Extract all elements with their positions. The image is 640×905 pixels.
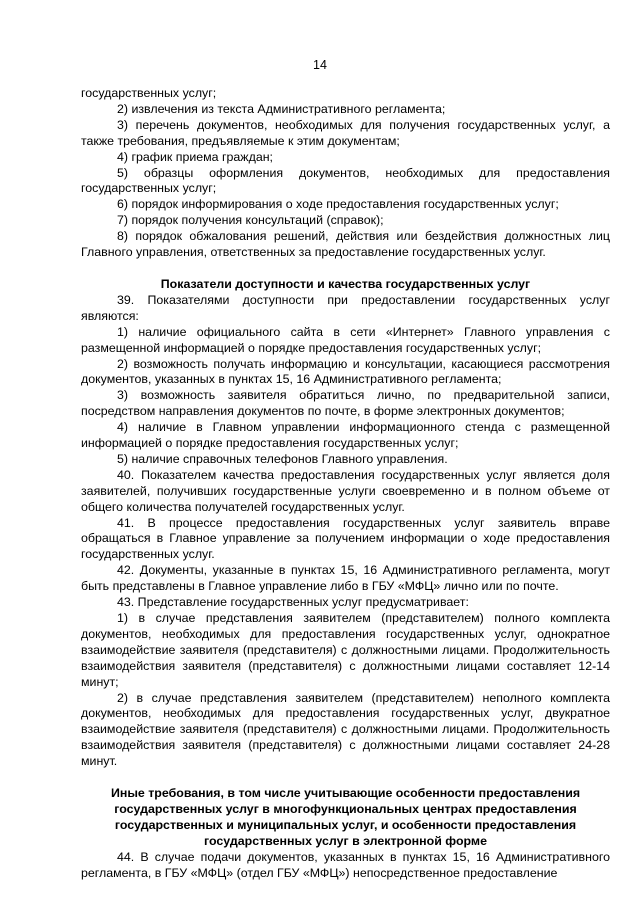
paragraph: 39. Показателями доступности при предоставлении государственных услуг являются: [81,292,610,323]
paragraph: 43. Представление государственных услуг предусматривает: [117,595,469,610]
paragraph: 5) наличие справочных телефонов Главного управления. [117,451,448,466]
section-heading-other-requirements: Иные требования, в том числе учитывающие особенности предоставления государственных услуг в многофункциональных центрах предоставления государственных и муниципальных услуг, и особенности предоставления государственных услуг в электронной форме [110,786,581,848]
document-body [81,86,610,882]
paragraph: государственных услуг; [81,86,217,100]
paragraph: 6) порядок информирования о ходе предоставления государственных услуг; [117,197,559,212]
paragraph: 4) наличие в Главном управлении информационного стенда с размещенной информацией о порядке предоставления государственных услуг; [81,420,610,451]
paragraph: 3) перечень документов, необходимых для получения государственных услуг, а также требования, предъявляемые к этим документам; [81,117,610,148]
paragraph: 2) в случае представления заявителем (представителем) неполного комплекта документов, необходимых для предоставления государственных услуг, двукратное взаимодействие заявителя (представителя) с должностными лицами. Продолжительность взаимодействия заявителя (представителя) с должностными лицами составляет 24-28 минут. [81,690,610,769]
paragraph: 40. Показателем качества предоставления государственных услуг является доля заявителей, получивших государственные услуги своевременно и в полном объеме от общего количества получателей государственных услуг. [81,467,610,514]
paragraph: 1) в случае представления заявителем (представителем) полного комплекта документов, необходимых для предоставления государственных услуг, однократное взаимодействие заявителя (представителя) с должностными лицами. Продолжительность взаимодействия заявителя (представителя) с должностными лицами составляет 12-14 минут; [81,611,610,689]
paragraph: 44. В случае подачи документов, указанных в пунктах 15, 16 Административного регламента, в ГБУ «МФЦ» (отдел ГБУ «МФЦ») непосредственное предоставление [81,849,610,880]
paragraph: 1) наличие официального сайта в сети «Интернет» Главного управления с размещенной информацией о порядке предоставления государственных услуг; [81,324,610,355]
paragraph: 4) график приема граждан; [117,149,274,164]
paragraph: 2) извлечения из текста Административного регламента; [117,101,446,116]
paragraph: 2) возможность получать информацию и консультации, касающиеся рассмотрения документов, указанных в пунктах 15, 16 Административного регламента; [81,356,610,387]
paragraph: 8) порядок обжалования решений, действия или бездействия должностных лиц Главного управления, ответственных за предоставление государственных услуг. [81,229,610,260]
section-heading-accessibility: Показатели доступности и качества государственных услуг [160,276,531,291]
paragraph: 41. В процессе предоставления государственных услуг заявитель вправе обращаться в Главное управление за получением информации о ходе предоставления государственных услуг. [81,515,610,562]
paragraph: 42. Документы, указанные в пунктах 15, 16 Административного регламента, могут быть представлены в Главное управление либо в ГБУ «МФЦ» лично или по почте. [81,563,610,594]
paragraph: 5) образцы оформления документов, необходимых для предоставления государственных услуг; [81,165,610,196]
services-info-list [81,86,610,261]
paragraph: 3) возможность заявителя обратиться лично, по предварительной записи, посредством направления документов по почте, в форме электронных документов; [81,388,610,419]
accessibility-section [81,293,610,770]
paragraph: 7) порядок получения консультаций (справок); [117,213,384,228]
page-number: 14 [313,58,327,72]
other-requirements-section [81,850,610,882]
